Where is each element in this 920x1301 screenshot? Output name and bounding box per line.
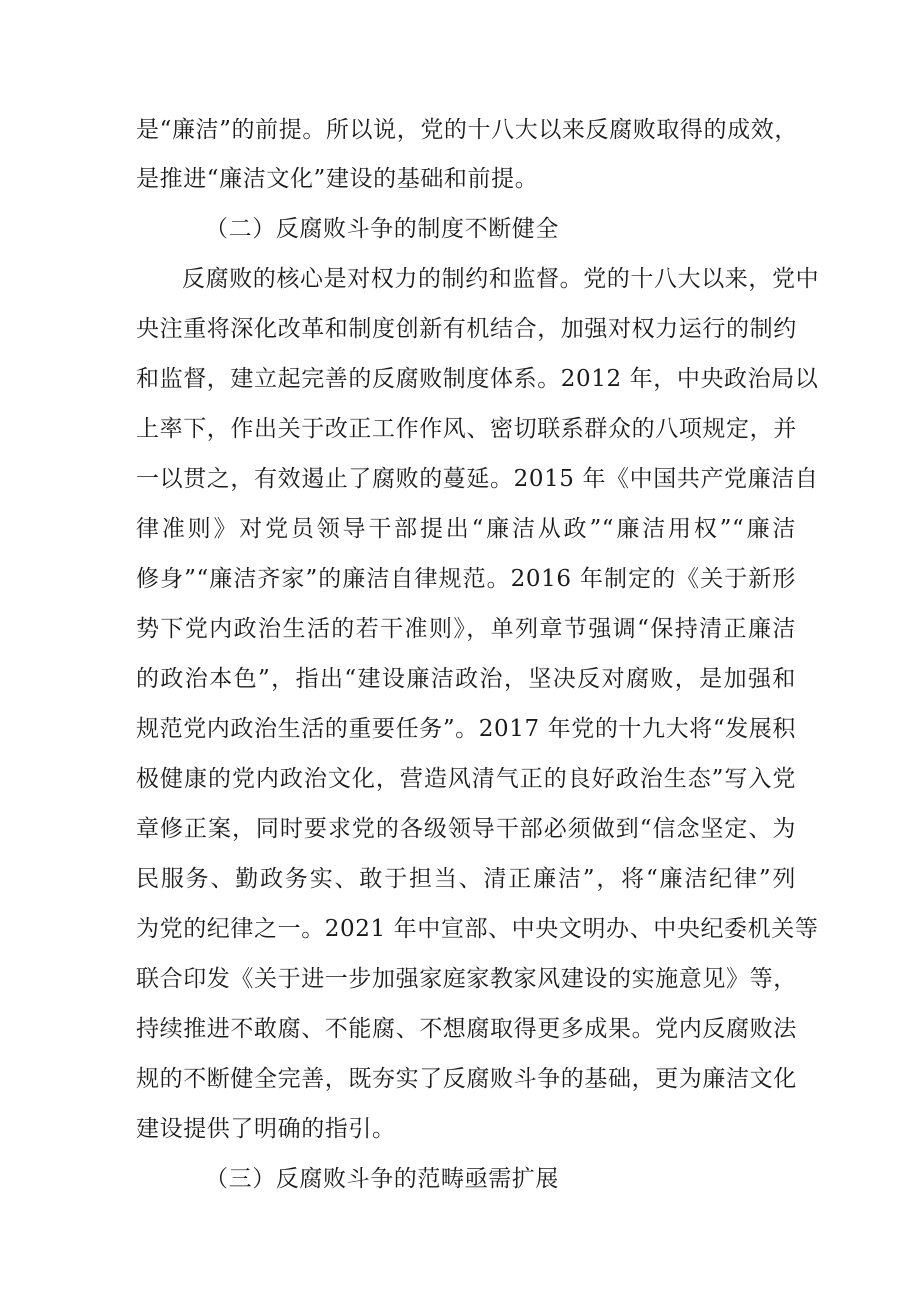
paragraph-line: 章修正案，同时要求党的各级领导干部必须做到“信念坚定、为 xyxy=(136,816,796,842)
paragraph-line: 的政治本色”，指出“建设廉洁政治，坚决反对腐败，是加强和 xyxy=(136,666,796,692)
paragraph-line: 修身”“廉洁齐家”的廉洁自律规范。2016 年制定的《关于新形 xyxy=(136,566,796,592)
paragraph-line: 规范党内政治生活的重要任务”。2017 年党的十九大将“发展积 xyxy=(136,716,796,742)
intro-line-2: 是推进“廉洁文化”建设的基础和前提。 xyxy=(136,166,539,192)
paragraph-line: 势下党内政治生活的若干准则》，单列章节强调“保持清正廉洁 xyxy=(136,616,796,642)
paragraph-line: 上率下，作出关于改正工作作风、密切联系群众的八项规定，并 xyxy=(136,416,797,442)
paragraph-line: 为党的纪律之一。2021 年中宣部、中央文明办、中央纪委机关等 xyxy=(136,916,819,942)
paragraph-line: 联合印发《关于进一步加强家庭家教家风建设的实施意见》等， xyxy=(136,966,797,992)
paragraph-line: 规的不断健全完善，既夯实了反腐败斗争的基础，更为廉洁文化 xyxy=(136,1066,797,1092)
paragraph-line: 律准则》对党员领导干部提出“廉洁从政”“廉洁用权”“廉洁 xyxy=(136,516,796,542)
paragraph-line: 和监督，建立起完善的反腐败制度体系。2012 年，中央政治局以 xyxy=(136,366,819,392)
paragraph-line: 持续推进不敢腐、不能腐、不想腐取得更多成果。党内反腐败法 xyxy=(136,1016,797,1042)
paragraph-line: 民服务、勤政务实、敢于担当、清正廉洁”，将“廉洁纪律”列 xyxy=(136,866,796,892)
paragraph-line: 建设提供了明确的指引。 xyxy=(136,1116,396,1142)
paragraph-line: 反腐败的核心是对权力的制约和监督。党的十八大以来，党中 xyxy=(182,266,820,292)
paragraph-line: 极健康的党内政治文化，营造风清气正的良好政治生态”写入党 xyxy=(136,766,796,792)
paragraph-line: 一以贯之，有效遏止了腐败的蔓延。2015 年《中国共产党廉洁自 xyxy=(136,466,819,492)
paragraph-line: 央注重将深化改革和制度创新有机结合，加强对权力运行的制约 xyxy=(136,316,797,342)
section-3-heading: （三）反腐败斗争的范畴亟需扩展 xyxy=(205,1166,559,1192)
section-2-heading: （二）反腐败斗争的制度不断健全 xyxy=(205,216,559,242)
intro-line-1: 是“廉洁”的前提。所以说，党的十八大以来反腐败取得的成效， xyxy=(136,117,798,143)
